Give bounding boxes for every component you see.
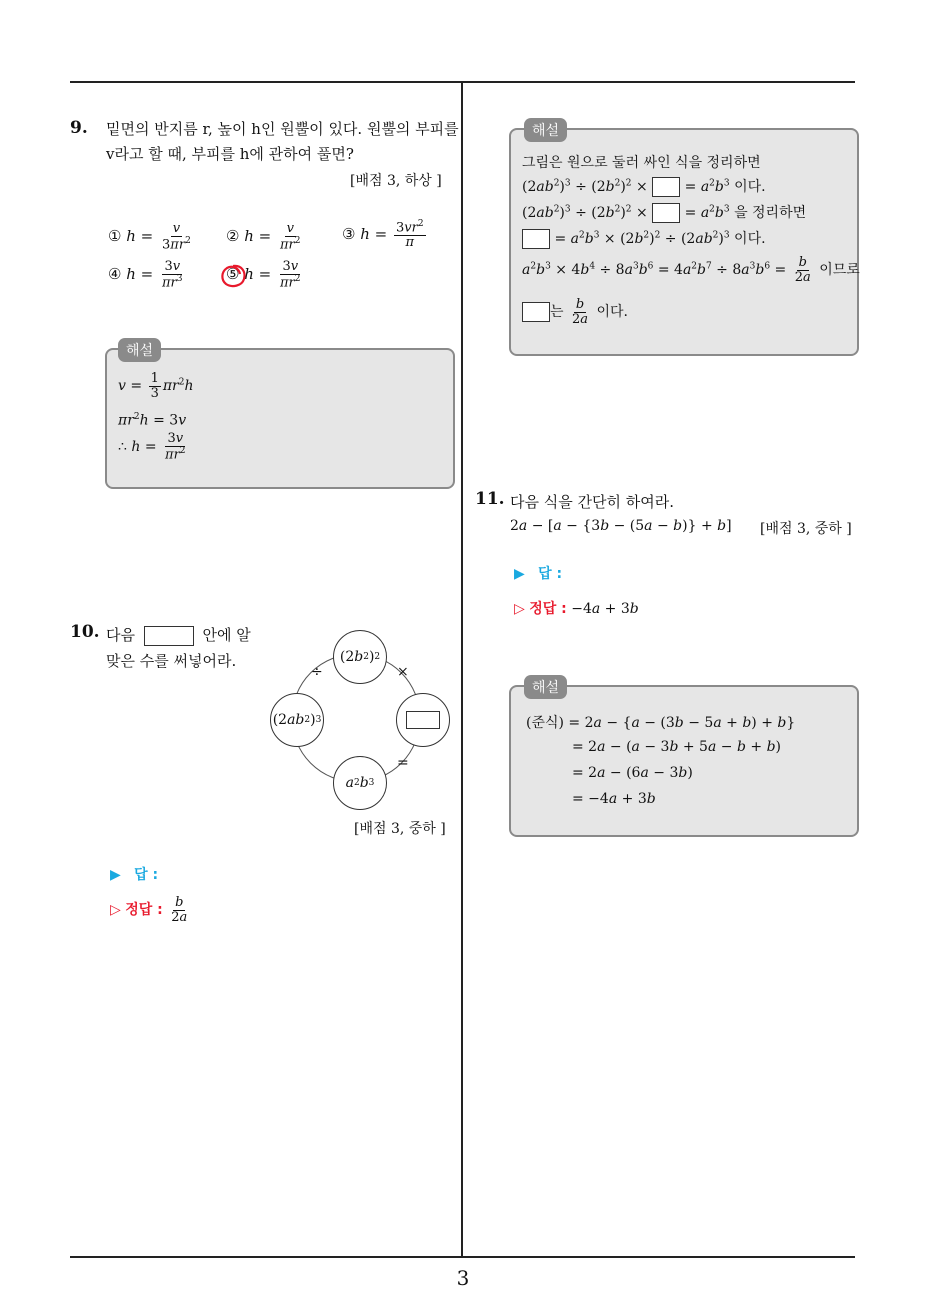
circle-blank <box>396 693 450 747</box>
choice-1-marker: ① <box>108 226 122 245</box>
q10-correct-line: ▷ 정답 : $\frac{b}{2a}$ <box>110 895 188 925</box>
top-rule <box>70 81 855 83</box>
op-divide: ÷ <box>311 664 323 680</box>
choice-5-marker: ⑤ <box>226 264 240 283</box>
q11-sol-line4: = −4a + 3b <box>572 791 656 807</box>
q10-score: [배점 3, 중하 ] <box>354 821 446 837</box>
answer-mark-circle <box>218 262 248 290</box>
q11-score: [배점 3, 중하 ] <box>760 521 852 537</box>
q9-choice-5[interactable]: ⑤ h = $\frac{3v}{\pi r^2}$ <box>226 259 301 290</box>
page-number: 3 <box>456 1266 470 1290</box>
q11-correct-line: ▷ 정답 : −4a + 3b <box>514 601 639 617</box>
q10-number: 10. <box>70 622 100 642</box>
choice-4-marker: ④ <box>108 264 122 283</box>
bottom-rule <box>70 1256 855 1258</box>
q9-choice-2[interactable]: ② h = $\frac{v}{\pi r^2}$ <box>226 221 301 252</box>
q9-sol-line1: v = $\frac{1}{3}$ $\pi r^2h$ <box>118 371 194 401</box>
circle-2b2-squared: (2 b 2 ) 2 <box>333 630 387 684</box>
choice-2-marker: ② <box>226 226 240 245</box>
q9-sol-line3: ∴ h = $\frac{3v}{\pi r^2}$ <box>118 431 186 462</box>
choice-3-marker: ③ <box>342 224 356 243</box>
q9-choice-3[interactable]: ③ h = $\frac{3vr^2}{\pi}$ <box>342 219 424 250</box>
circle-a2b3: a 2 b 3 <box>333 756 387 810</box>
circle-2ab2-cubed: (2 ab 2 ) 3 <box>270 693 324 747</box>
q9-sol-line2: $\pi r^2h = 3v$ <box>118 412 187 429</box>
q10-blank-box <box>144 626 194 646</box>
q11-number: 11. <box>475 489 505 509</box>
q11-answer-line: ▶ 답 : <box>514 566 563 582</box>
q11-expression: 2a − [a − {3b − (5a − b)} + b] <box>510 518 732 534</box>
q10-text-line1: 다음 안에 알 <box>106 626 251 644</box>
sol10-line6: 는 $\frac{b}{2a}$ 이다. <box>522 298 628 326</box>
q10-solution-tag: 해설 <box>524 118 567 142</box>
q11-sol-line1: (준식) = 2a − {a − (3b − 5a + b) + b} <box>526 715 796 731</box>
q10-text-line2: 맞은 수를 써넣어라. <box>106 652 237 670</box>
column-divider <box>461 82 463 1257</box>
outline-triangle-icon: ▷ <box>514 601 525 617</box>
q9-solution-tag: 해설 <box>118 338 161 362</box>
q11-sol-line2: = 2a − (a − 3b + 5a − b + b) <box>572 739 782 755</box>
q9-choice-4[interactable]: ④ h = $\frac{3v}{\pi r^3}$ <box>108 259 183 290</box>
sol10-line3: $(2ab^2)^3 \div (2b^2)^2$ × = $a^2b^3$ 을 정리하면 <box>522 204 807 221</box>
sol10-line2: $(2ab^2)^3 \div (2b^2)^2$ × = $a^2b^3$ 이다. <box>522 178 766 195</box>
q11-sol-line3: = 2a − (6a − 3b) <box>572 765 693 781</box>
play-triangle-icon: ▶ <box>514 566 525 582</box>
q9-text-line2: v라고 할 때, 부피를 h에 관하여 풀면? <box>106 145 354 163</box>
q10-answer-line: ▶ 답 : <box>110 867 159 883</box>
q11-solution-box <box>509 685 859 837</box>
op-multiply: × <box>397 664 409 680</box>
outline-triangle-icon: ▷ <box>110 902 121 919</box>
q11-text: 다음 식을 간단히 하여라. <box>510 493 674 511</box>
q9-choice-1[interactable]: ① h = $\frac{v}{3\pi r^2}$ <box>108 221 191 252</box>
q9-number: 9. <box>70 118 88 138</box>
sol10-line5: $a^2b^3 \times 4b^4 \div 8a^3b^6 = 4a^2b^7 \div 8a^3b^6$ = $\frac{b}{2a}$ 이므로 <box>522 255 860 285</box>
sol10-line1: 그림은 원으로 둘러 싸인 식을 정리하면 <box>522 155 761 171</box>
sol10-line4: = $a^2b^3 \times (2b^2)^2 \div (2ab^2)^3$ 이다. <box>522 228 766 249</box>
play-triangle-icon: ▶ <box>110 867 121 883</box>
op-equals: = <box>397 755 409 771</box>
q11-solution-tag: 해설 <box>524 675 567 699</box>
q9-score: [배점 3, 하상 ] <box>350 173 442 189</box>
q9-text-line1: 밑면의 반지름 r, 높이 h인 원뿔이 있다. 원뿔의 부피를 <box>106 120 459 138</box>
